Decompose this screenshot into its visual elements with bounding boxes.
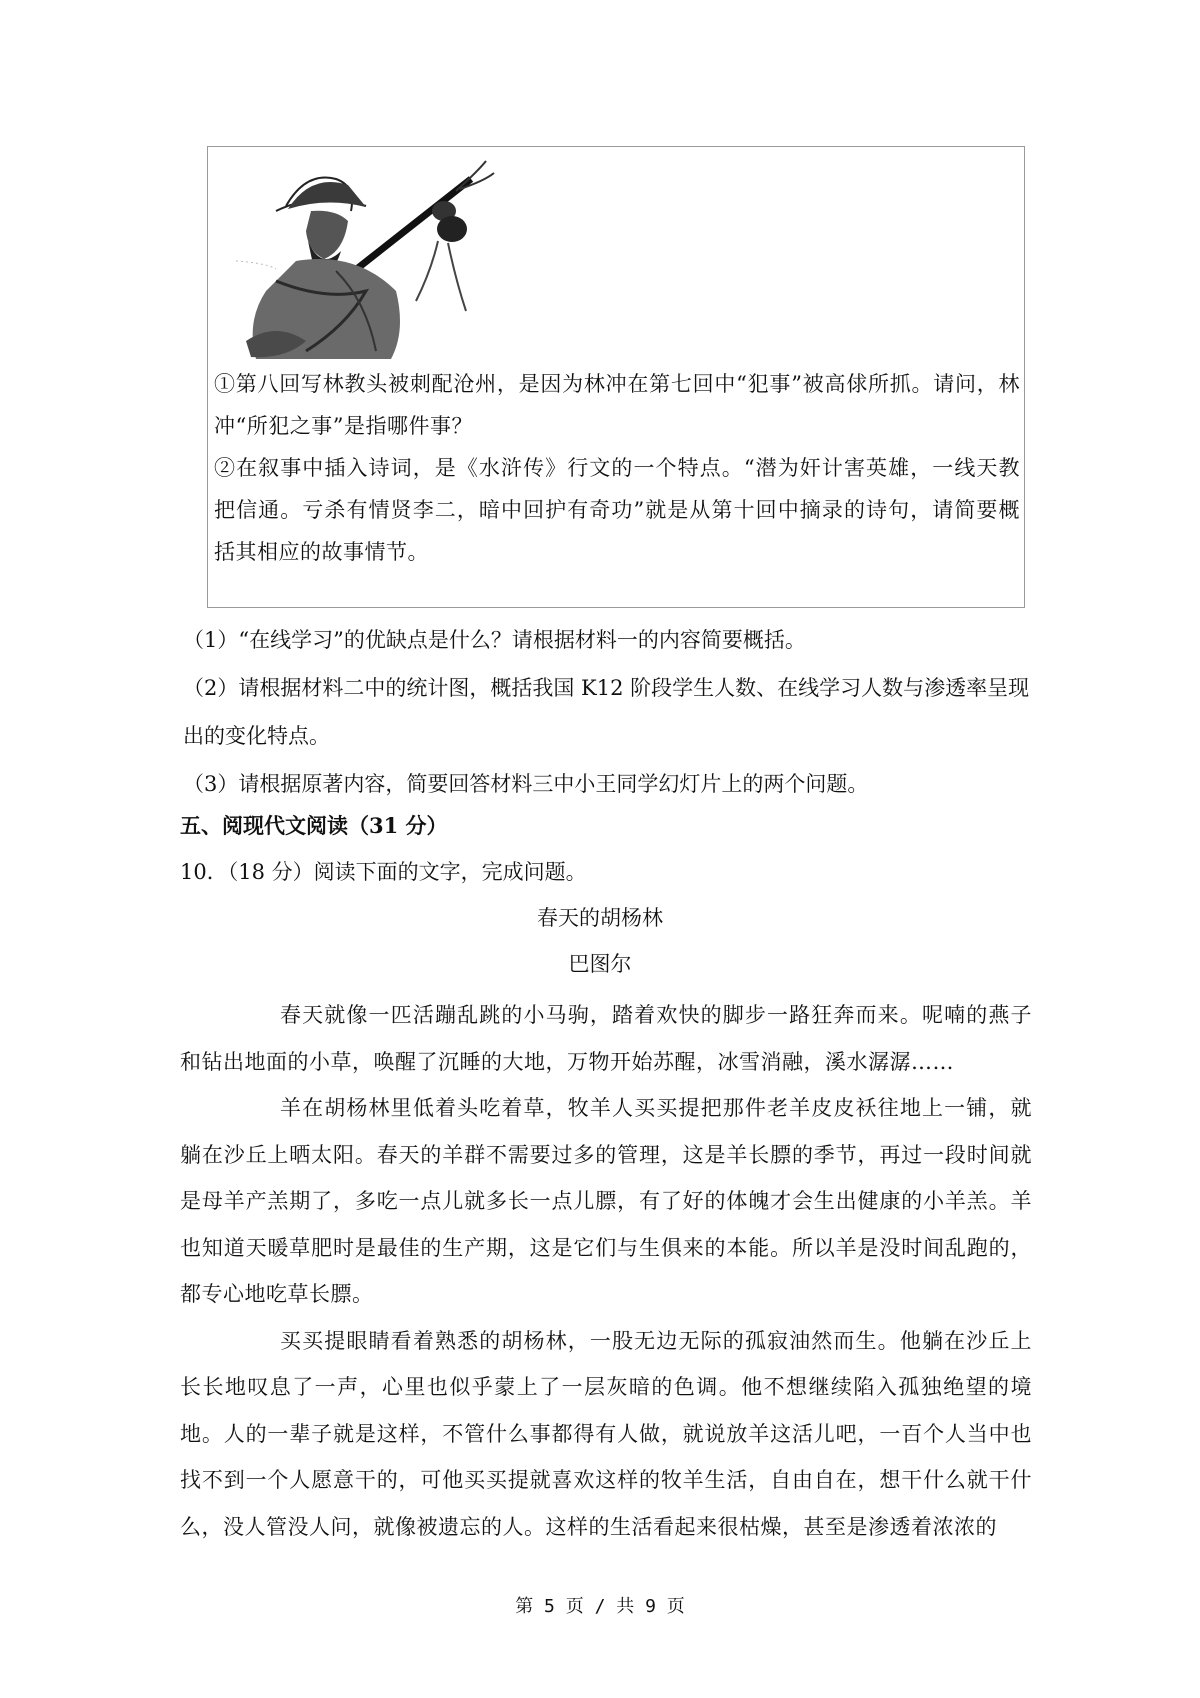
material-three-questions	[214, 363, 1020, 573]
article-paragraph: 羊在胡杨林里低着头吃着草，牧羊人买买提把那件老羊皮皮袄往地上一铺，就躺在沙丘上晒太阳。春天的羊群不需要过多的管理，这是羊长膘的季节，再过一段时间就是母羊产羔期了，多吃一点儿就多长一点儿膘，有了好的体魄才会生出健康的小羊羔。羊也知道天暖草肥时是最佳的生产期，这是它们与生俱来的本能。所以羊是没时间乱跑的，都专心地吃草长膘。	[180, 1096, 1032, 1306]
article-paragraph: 春天就像一匹活蹦乱跳的小马驹，踏着欢快的脚步一路狂奔而来。呢喃的燕子和钻出地面的小草，唤醒了沉睡的大地，万物开始苏醒，冰雪消融，溪水潺潺……	[180, 1003, 1032, 1074]
sub-question-1: （1）“在线学习”的优缺点是什么？请根据材料一的内容简要概括。	[183, 628, 806, 652]
article-title: 春天的胡杨林	[537, 906, 663, 930]
sub-question-2: （2）请根据材料二中的统计图，概括我国 K12 阶段学生人数、在线学习人数与渗透率呈现出的变化特点。	[183, 676, 1030, 748]
article-author: 巴图尔	[568, 952, 632, 976]
article-body	[180, 992, 1032, 1550]
material-question-1: ①第八回写林教头被刺配沧州，是因为林冲在第七回中“犯事”被高俅所抓。请问，林冲“所犯之事”是指哪件事？	[214, 372, 1020, 438]
sub-question-3: （3）请根据原著内容，简要回答材料三中小王同学幻灯片上的两个问题。	[183, 772, 869, 796]
page-footer: 第 5 页 / 共 9 页	[515, 1596, 685, 1617]
material-question-2: ②在叙事中插入诗词，是《水浒传》行文的一个特点。“潜为奸计害英雄，一线天教把信通。亏杀有情贤李二，暗中回护有奇功”就是从第十回中摘录的诗句，请简要概括其相应的故事情节。	[214, 456, 1020, 564]
section-heading: 五、阅现代文阅读（31 分）	[180, 813, 448, 838]
question-10-prompt: 10．（18 分）阅读下面的文字，完成问题。	[180, 860, 587, 884]
article-paragraph: 买买提眼睛看着熟悉的胡杨林，一股无边无际的孤寂油然而生。他躺在沙丘上长长地叹息了一声，心里也似乎蒙上了一层灰暗的色调。他不想继续陷入孤独绝望的境地。人的一辈子就是这样，不管什么事都得有人做，就说放羊这活儿吧，一百个人当中也找不到一个人愿意干的，可他买买提就喜欢这样的牧羊生活，自由自在，想干什么就干什么，没人管没人问，就像被遗忘的人。这样的生活看起来很枯燥，甚至是渗透着浓浓的	[180, 1328, 1032, 1539]
material-three-box	[207, 146, 1025, 608]
sub-questions	[183, 616, 1033, 808]
lin-chong-figure-drawing	[216, 151, 516, 361]
lin-chong-illustration	[216, 151, 516, 361]
